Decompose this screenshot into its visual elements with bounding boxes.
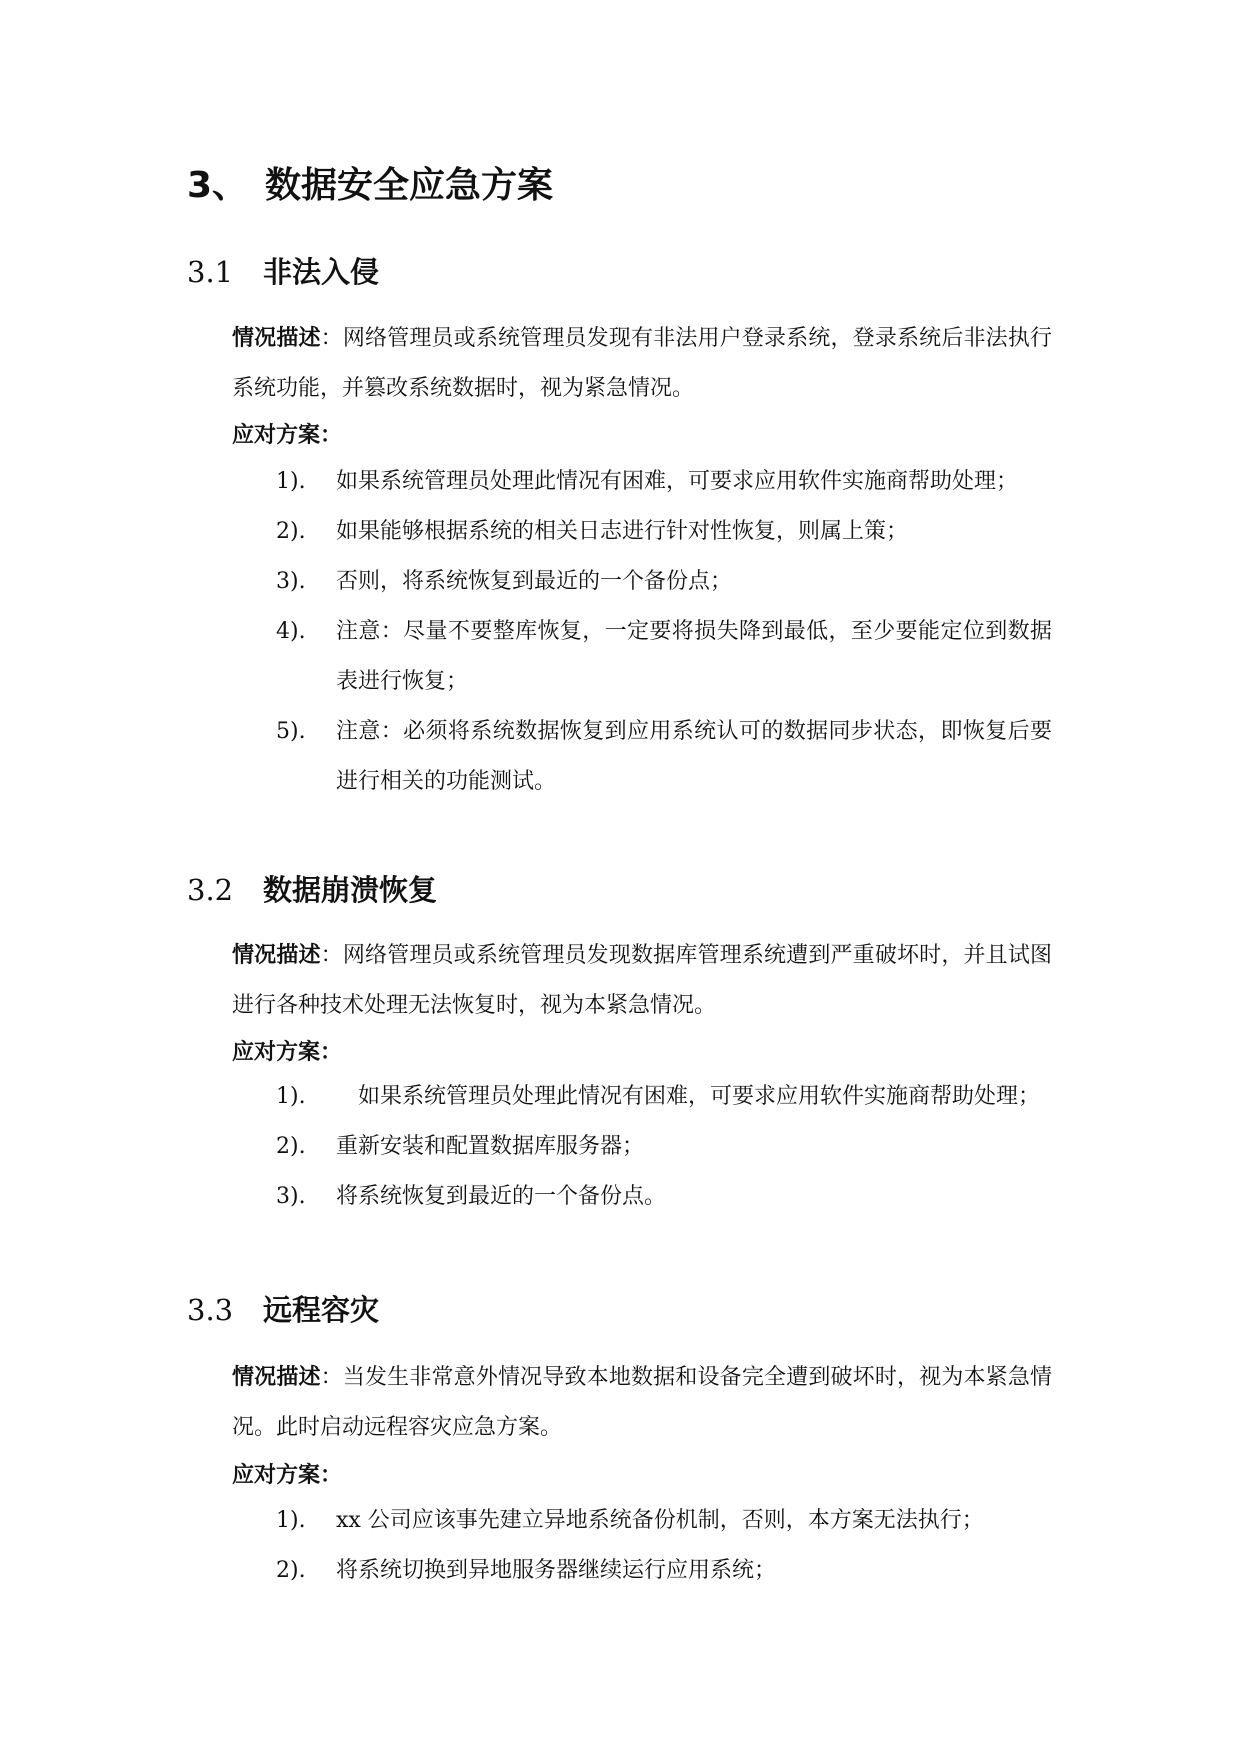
- section-heading-3-3: [187, 1290, 379, 1330]
- description-label: 情况描述: [232, 943, 321, 968]
- list-text: 将系统切换到异地服务器继续运行应用系统；: [336, 1558, 777, 1583]
- situation-description-3-1: [232, 314, 1052, 414]
- list-text: 注意：尽量不要整库恢复，一定要将损失降到最低，至少要能定位到数据表进行恢复；: [336, 619, 1052, 694]
- list-text: 重新安装和配置数据库服务器；: [336, 1134, 645, 1159]
- list-item: [0, 1546, 1241, 1596]
- list-marker: 2).: [276, 519, 306, 544]
- section-title: 非法入侵: [263, 255, 380, 289]
- list-item: [0, 607, 1241, 707]
- list-text: 如果系统管理员处理此情况有困难，可要求应用软件实施商帮助处理；: [336, 1084, 1041, 1109]
- description-text: ：网络管理员或系统管理员发现数据库管理系统遭到严重破坏时，并且试图进行各种技术处理无法恢复时，视为本紧急情况。: [232, 943, 1052, 1018]
- list-item: [0, 1072, 1241, 1122]
- response-plan-label-3-2: 应对方案：: [232, 1040, 343, 1065]
- description-text: ：网络管理员或系统管理员发现有非法用户登录系统，登录系统后非法执行系统功能，并篡改系统数据时，视为紧急情况。: [232, 326, 1052, 401]
- list-marker: 3).: [276, 569, 306, 594]
- list-marker: 2).: [276, 1134, 306, 1159]
- section-heading-3-1: [187, 252, 379, 292]
- list-marker: 5).: [276, 719, 306, 744]
- list-item: [0, 1172, 1241, 1222]
- response-list-3-3: [0, 1496, 1241, 1596]
- section-number: 3.1: [187, 255, 234, 289]
- chapter-number: 3、: [187, 165, 249, 206]
- situation-description-3-3: [232, 1353, 1052, 1453]
- description-text: ：当发生非常意外情况导致本地数据和设备完全遭到破坏时，视为本紧急情况。此时启动远程容灾应急方案。: [232, 1365, 1052, 1440]
- section-title: 远程容灾: [263, 1293, 380, 1327]
- list-marker: 4).: [276, 619, 306, 644]
- list-item: [0, 507, 1241, 557]
- list-item: [0, 1122, 1241, 1172]
- list-text: 如果能够根据系统的相关日志进行针对性恢复，则属上策；: [336, 519, 909, 544]
- list-marker: 1).: [276, 1084, 306, 1109]
- section-number: 3.3: [187, 1293, 234, 1327]
- section-number: 3.2: [187, 873, 234, 907]
- list-marker: 1).: [276, 469, 306, 494]
- list-text: 注意：必须将系统数据恢复到应用系统认可的数据同步状态，即恢复后要进行相关的功能测试。: [336, 719, 1052, 794]
- section-heading-3-2: [187, 870, 437, 910]
- response-plan-label-3-3: 应对方案：: [232, 1463, 343, 1488]
- list-marker: 1).: [276, 1508, 306, 1533]
- response-list-3-1: [0, 457, 1241, 807]
- list-item: [0, 557, 1241, 607]
- situation-description-3-2: [232, 931, 1052, 1031]
- description-label: 情况描述: [232, 1365, 321, 1390]
- chapter-heading: [187, 162, 553, 210]
- list-item: [0, 707, 1241, 807]
- section-title: 数据崩溃恢复: [263, 873, 438, 907]
- response-plan-label-3-1: 应对方案：: [232, 423, 343, 448]
- list-marker: 3).: [276, 1184, 306, 1209]
- list-text: xx 公司应该事先建立异地系统备份机制，否则，本方案无法执行；: [336, 1508, 984, 1533]
- list-text: 将系统恢复到最近的一个备份点。: [336, 1184, 667, 1209]
- list-marker: 2).: [276, 1558, 306, 1583]
- list-item: [0, 457, 1241, 507]
- list-text: 否则，将系统恢复到最近的一个备份点；: [336, 569, 733, 594]
- list-text: 如果系统管理员处理此情况有困难，可要求应用软件实施商帮助处理；: [336, 469, 1019, 494]
- list-item: [0, 1496, 1241, 1546]
- response-list-3-2: [0, 1072, 1241, 1222]
- chapter-title: 数据安全应急方案: [265, 165, 554, 206]
- description-label: 情况描述: [232, 326, 321, 351]
